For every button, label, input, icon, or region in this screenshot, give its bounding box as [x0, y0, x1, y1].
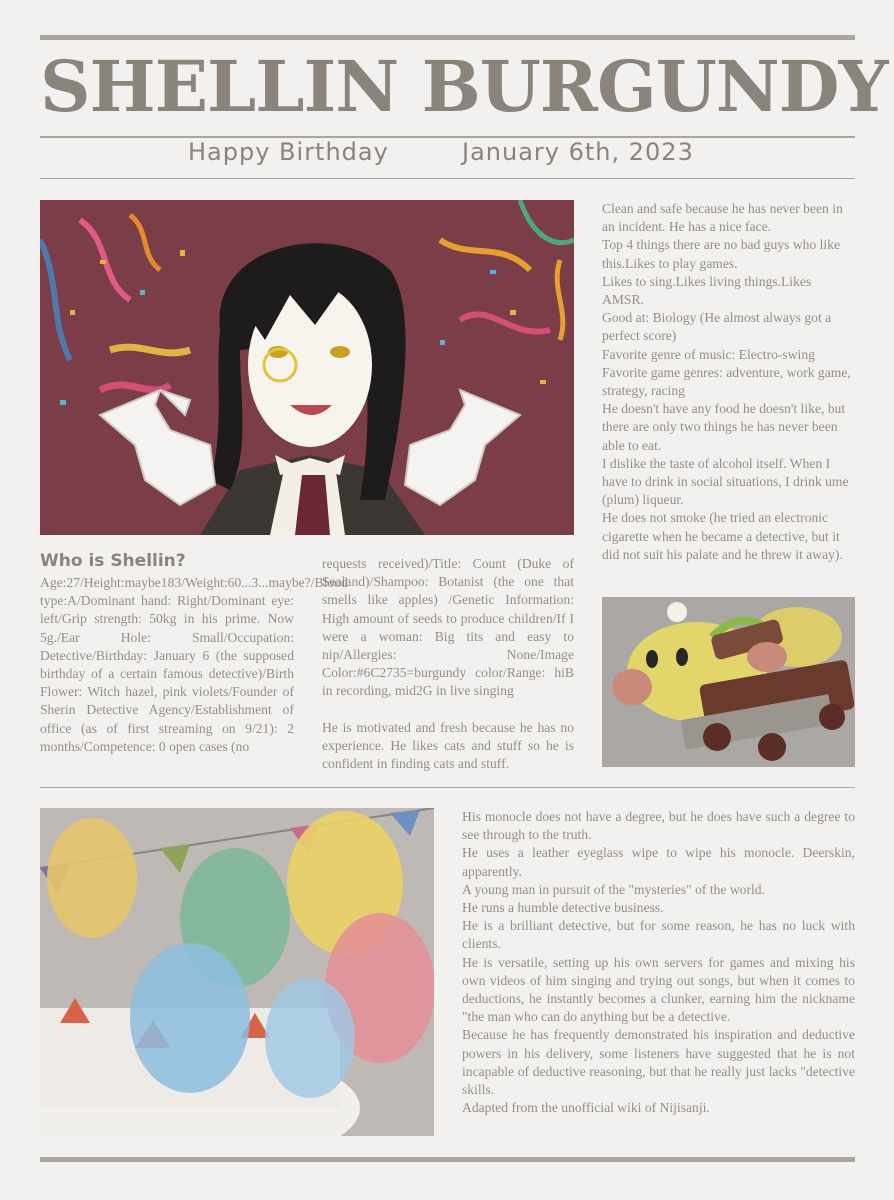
- right-line: Clean and safe because he has never been in an incident. He has a nice face.: [602, 201, 843, 235]
- date-text: January 6th, 2023: [462, 138, 694, 166]
- bottom-line: A young man in pursuit of the "mysteries" of the world.: [462, 881, 765, 897]
- right-line: He doesn't have any food he doesn't like, but there are only two things he has never been able to eat.: [602, 401, 846, 453]
- right-line: Likes to sing.Likes living things.Likes AMSR.: [602, 273, 812, 308]
- bottom-line: He is versatile, setting up his own servers for games and mixing his own videos of him singing and trying out songs, but when it comes to deductions, he instantly becomes a clunker, earning him the nickname "the man who can do anything but be a detective.: [462, 954, 855, 1025]
- right-line: Favorite game genres: adventure, work game, strategy, racing: [602, 364, 851, 399]
- greeting-text: Happy Birthday: [188, 138, 389, 166]
- page-title: SHELLIN BURGUNDY: [40, 45, 888, 128]
- section-divider: [40, 787, 855, 788]
- motivation-paragraph: He is motivated and fresh because he has no experience. He likes cats and stuff so he is confident in finding cats and stuff.: [322, 719, 574, 772]
- profile-left-paragraph: Age:27/Height:maybe183/Weight:60...3...maybe?/Blood type:A/Dominant hand: Right/Dominant eye: left/Grip strength: 50kg in his prime. Now 5g./Ear Hole: Small/Occupation: Detective/Birthday: January 6 (the supposed birthday of a certain famous detective)/Birth Flower: Witch hazel, pink violets/Founder of Sherin Detective Agency/Establishment of office (as of first streaming on 9/21): 2 months/Competence: 0 open cases (no: [40, 575, 348, 754]
- right-line: I dislike the taste of alcohol itself. When I have to drink in social situations, I drink ume (plum) liqueur.: [602, 455, 849, 508]
- profile-text-middle: [322, 555, 574, 773]
- cake-balloons-image: [40, 808, 434, 1136]
- right-line: He does not smoke (he tried an electronic cigarette when he became a detective, but it did not suit his palate and he threw it away).: [602, 510, 843, 562]
- right-line: Good at: Biology (He almost always got a perfect score): [602, 310, 832, 344]
- bottom-line: He is a brilliant detective, but for some reason, he has no luck with clients.: [462, 918, 855, 952]
- bottom-line: Because he has frequently demonstrated his inspiration and deductive powers in his delivery, some listeners have suggested that he is not incapable of deductive reasoning, but that he really just lacks "detective skills.: [462, 1027, 855, 1098]
- bottom-column-text: [462, 808, 855, 1117]
- portrait-illustration: [40, 200, 574, 535]
- bottom-line: His monocle does not have a degree, but he does have such a degree to see through to the truth.: [462, 809, 855, 843]
- bottom-line: Adapted from the unofficial wiki of Nijisanji.: [462, 1100, 710, 1116]
- right-column-text: [602, 200, 855, 564]
- bottom-line: He runs a humble detective business.: [462, 900, 664, 916]
- top-rule-thick: [40, 35, 855, 40]
- bottom-line: He uses a leather eyeglass wipe to wipe his monocle. Deerskin, apparently.: [462, 845, 855, 879]
- right-line: Favorite genre of music: Electro-swing: [602, 346, 815, 362]
- title-rule: [40, 136, 855, 138]
- toy-car-image: [602, 597, 855, 767]
- profile-mid-paragraph: requests received)/Title: Count (Duke of Sealand)/Shampoo: Botanist (the one that smells like apples) /Genetic Information: High amount of seeds to produce children/If I were a woman: Big tits and easy to nip/Allergies: None/Image Color:#6C2735=burgundy color/Range: hiB in recording, mid2G in live singing: [322, 556, 574, 699]
- header-bottom-rule: [40, 178, 855, 179]
- bottom-rule-thick: [40, 1157, 855, 1162]
- profile-text-left: [40, 574, 348, 756]
- about-heading: Who is Shellin?: [40, 551, 186, 571]
- right-line: Top 4 things there are no bad guys who like this.Likes to play games.: [602, 237, 841, 271]
